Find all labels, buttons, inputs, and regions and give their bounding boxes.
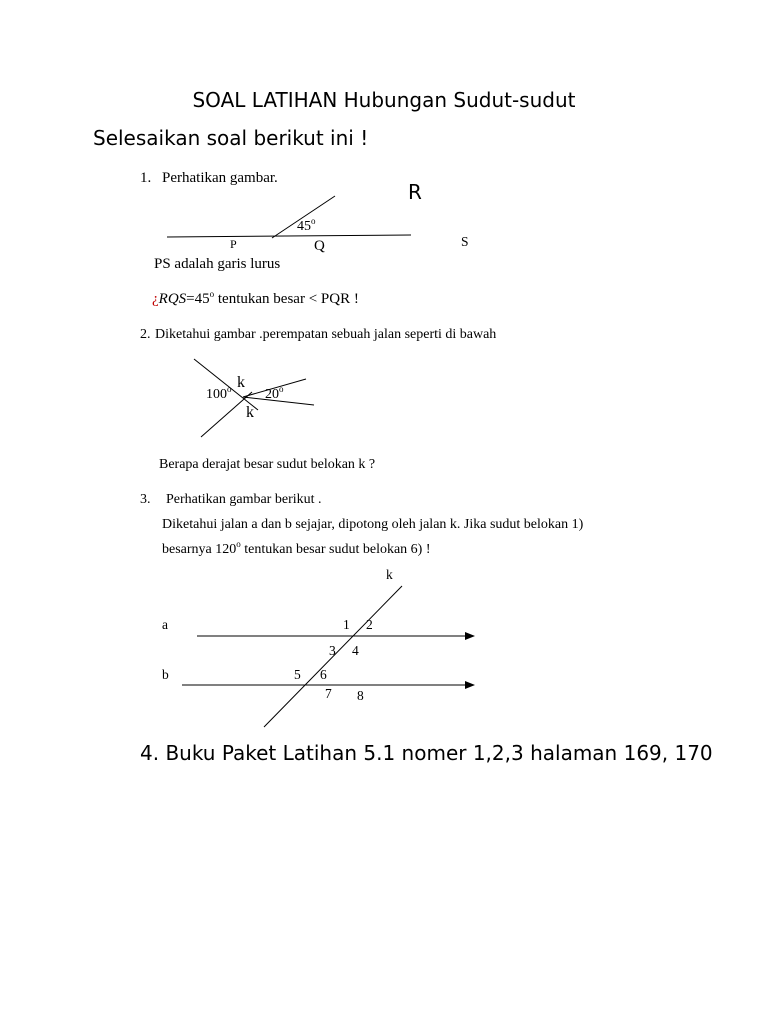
q1-task: tentukan besar < PQR ! <box>217 291 359 307</box>
q1-expr: RQS <box>158 291 187 307</box>
q2-angle-right: 20$^o$ <box>265 384 284 402</box>
q3-angle-8: 8 <box>357 688 364 703</box>
q1-task-line: ¿$RQS=45^o$ tentukan besar < PQR ! <box>152 289 359 307</box>
q1-prefix: ¿ <box>152 291 159 307</box>
q3-angle-4: 4 <box>352 643 359 658</box>
q1-equals: = <box>186 291 195 307</box>
q2-label-k-bottom: k <box>246 404 254 421</box>
page-title: SOAL LATIHAN Hubungan Sudut-sudut <box>192 88 576 112</box>
q4-text: 4. Buku Paket Latihan 5.1 nomer 1,2,3 halaman 169, 170 <box>140 741 713 765</box>
q3-line1: Diketahui jalan a dan b sejajar, dipotong oleh jalan k. Jika sudut belokan 1) <box>162 517 584 532</box>
q3-angle-6: 6 <box>320 667 327 682</box>
q2-text: Diketahui gambar .perempatan sebuah jalan seperti di bawah <box>155 327 497 342</box>
q3-label-k: k <box>386 567 393 582</box>
q3-angle-5: 5 <box>294 667 301 682</box>
q3-text: Perhatikan gambar berikut . <box>166 492 322 507</box>
q1-statement: PS adalah garis lurus <box>154 256 281 272</box>
q3-label-a: a <box>162 617 168 632</box>
q1-value: 45 <box>194 291 210 307</box>
q1-label-s: S <box>461 234 469 249</box>
q2-question: Berapa derajat besar sudut belokan k ? <box>159 457 376 472</box>
q1-label-r: R <box>408 180 422 204</box>
q1-label-q: Q <box>314 238 325 254</box>
q2-number: 2. <box>140 327 151 342</box>
q3-angle-7: 7 <box>325 686 332 701</box>
q1-angle-label: 45$^o$ <box>297 216 316 234</box>
q3-angle-1: 1 <box>343 617 350 632</box>
q2-angle-left: 100$^o$ <box>206 384 232 402</box>
q1-number: 1. <box>140 170 152 186</box>
q3-line2: besarnya 120$^o$ tentukan besar sudut belokan 6) ! <box>162 539 431 557</box>
q3-number: 3. <box>140 492 151 507</box>
instruction-text: Selesaikan soal berikut ini ! <box>93 126 369 150</box>
q1-text: Perhatikan gambar. <box>162 170 278 186</box>
q2-label-k-top: k <box>237 374 245 391</box>
q3-angle-2: 2 <box>366 617 373 632</box>
q3-label-b: b <box>162 667 169 682</box>
q1-label-p: P <box>230 237 237 251</box>
q3-angle-3: 3 <box>329 643 336 658</box>
